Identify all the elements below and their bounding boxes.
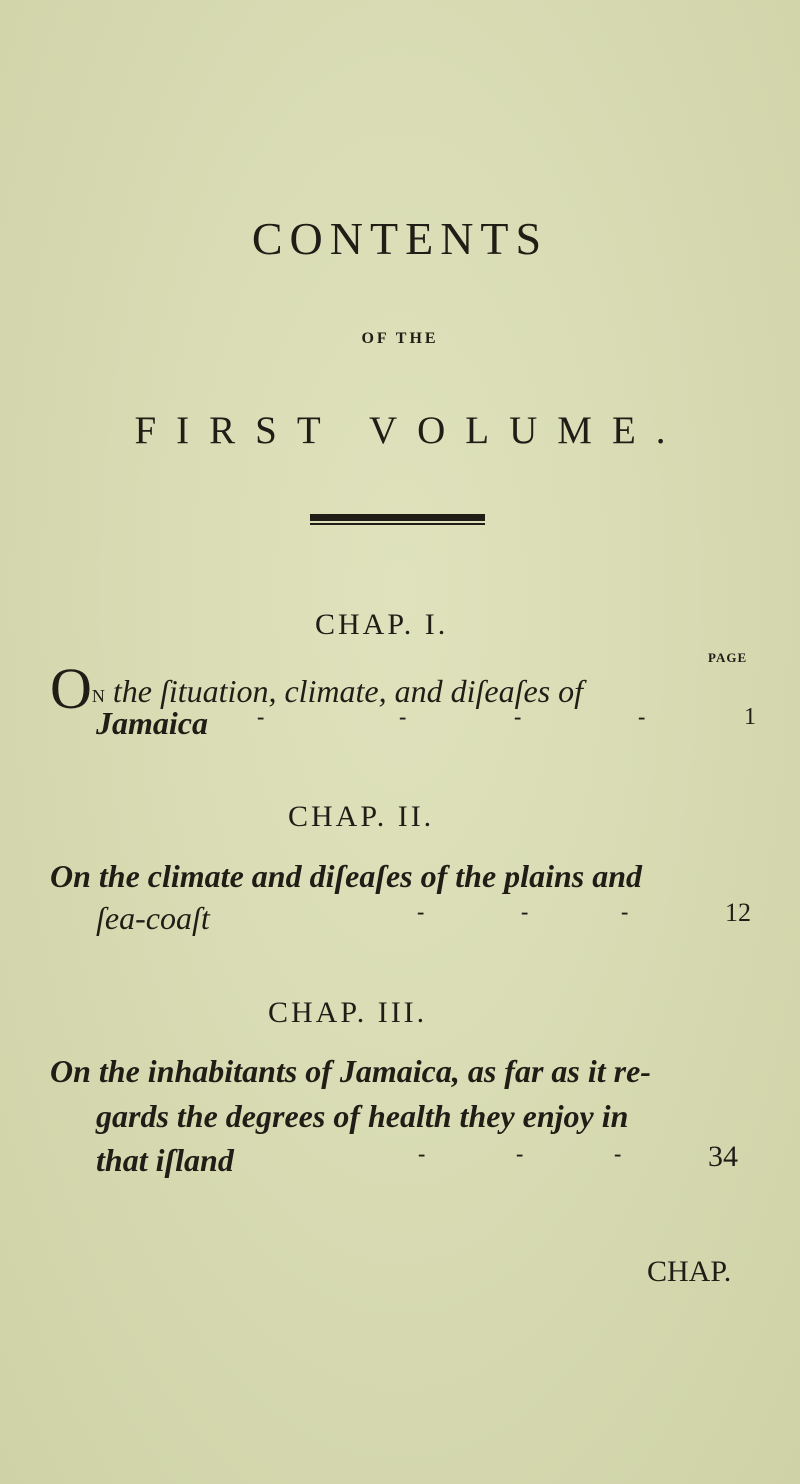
leader-dash: - [614,1141,622,1166]
chapter-3-heading: CHAP. III. [268,996,428,1029]
leader-dash: - [257,704,265,729]
volume-title: FIRST VOLUME. [134,409,686,452]
chapter-2-heading: CHAP. II. [288,800,435,833]
chapter-3-title-line-2: gards the degrees of health they enjoy in [96,1098,629,1134]
contents-subtitle: OF THE [361,330,439,347]
chapter-1-title-line-1: ON the ſituation, climate, and diſeaſes of [50,656,584,721]
chapter-1-heading: CHAP. I. [315,608,449,641]
chapter-3-title-line-1: On the inhabitants of Jamaica, as far as it re- [50,1053,651,1089]
chapter-1-title-line-2: Jamaica [96,705,208,741]
leader-dash: - [418,1141,426,1166]
divider-thick [310,514,485,521]
leader-dash: - [399,704,407,729]
leader-dash: - [516,1141,524,1166]
chapter-2-page: 12 [725,898,751,927]
leader-dash: - [621,899,629,924]
leader-dash: - [521,899,529,924]
contents-title: CONTENTS [251,213,549,264]
drop-cap: O [50,656,92,721]
leader-dash: - [514,704,522,729]
chapter-3-page: 34 [708,1140,738,1173]
divider-thin [310,523,485,525]
leader-dash: - [417,899,425,924]
catchword: CHAP. [647,1255,732,1288]
page-column-label: PAGE [708,650,748,665]
chapter-2-title-line-2: ſea-coaſt [96,900,210,936]
chapter-2-title-line-1: On the climate and diſeaſes of the plains and [50,858,642,894]
chapter-3-title-line-3: that iſland [96,1142,234,1178]
leader-dash: - [638,704,646,729]
chapter-1-page: 1 [744,704,756,730]
